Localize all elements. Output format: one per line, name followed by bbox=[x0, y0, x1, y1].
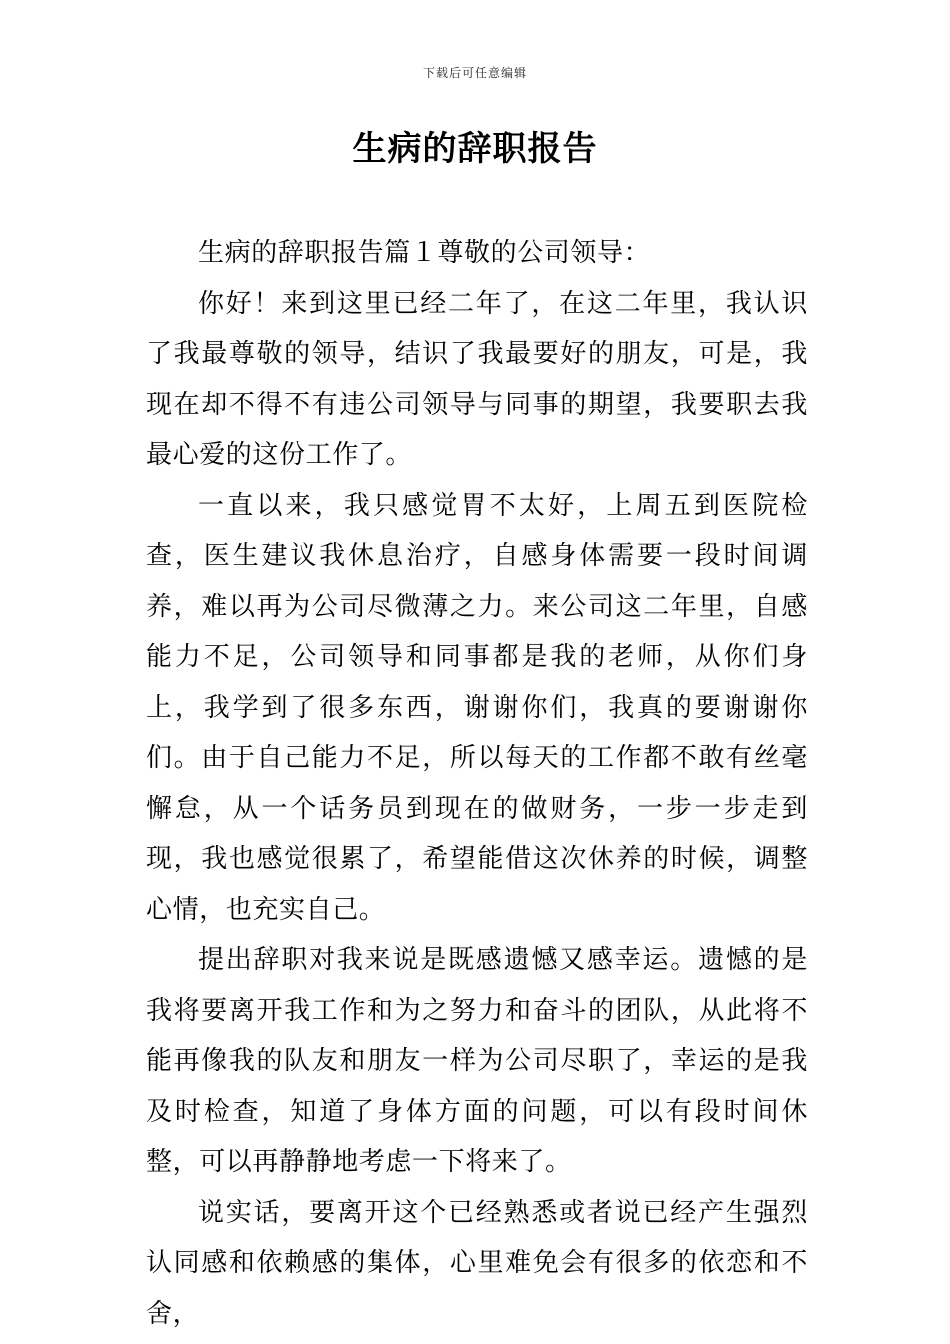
document-body bbox=[146, 228, 808, 1339]
header-note: 下载后可任意编辑 bbox=[422, 66, 527, 80]
paragraph-salutation: 生病的辞职报告篇１尊敬的公司领导： bbox=[198, 238, 651, 268]
paragraph-farewell: 说实话，要离开这个已经熟悉或者说已经产生强烈认同感和依赖感的集体，心里难免会有很多的依恋和不舍， bbox=[146, 1197, 808, 1329]
paragraph-resignation-feelings: 提出辞职对我来说是既感遗憾又感幸运。遗憾的是我将要离开我工作和为之努力和奋斗的团队，从此将不能再像我的队友和朋友一样为公司尽职了，幸运的是我及时检查，知道了身体方面的问题，可以有段时间休整，可以再静静地考虑一下将来了。 bbox=[146, 945, 808, 1177]
document-title: 生病的辞职报告 bbox=[352, 129, 598, 169]
paragraph-health-reason: 一直以来，我只感觉胃不太好，上周五到医院检查，医生建议我休息治疗，自感身体需要一段时间调养，难以再为公司尽微薄之力。来公司这二年里，自感能力不足，公司领导和同事都是我的老师，从你们身上，我学到了很多东西，谢谢你们，我真的要谢谢你们。由于自己能力不足，所以每天的工作都不敢有丝毫懈怠，从一个话务员到现在的做财务，一步一步走到现，我也感觉很累了，希望能借这次休养的时候，调整心情，也充实自己。 bbox=[146, 490, 808, 925]
paragraph-greeting: 你好！来到这里已经二年了，在这二年里，我认识了我最尊敬的领导，结识了我最要好的朋友，可是，我现在却不得不有违公司领导与同事的期望，我要职去我最心爱的这份工作了。 bbox=[146, 288, 808, 470]
